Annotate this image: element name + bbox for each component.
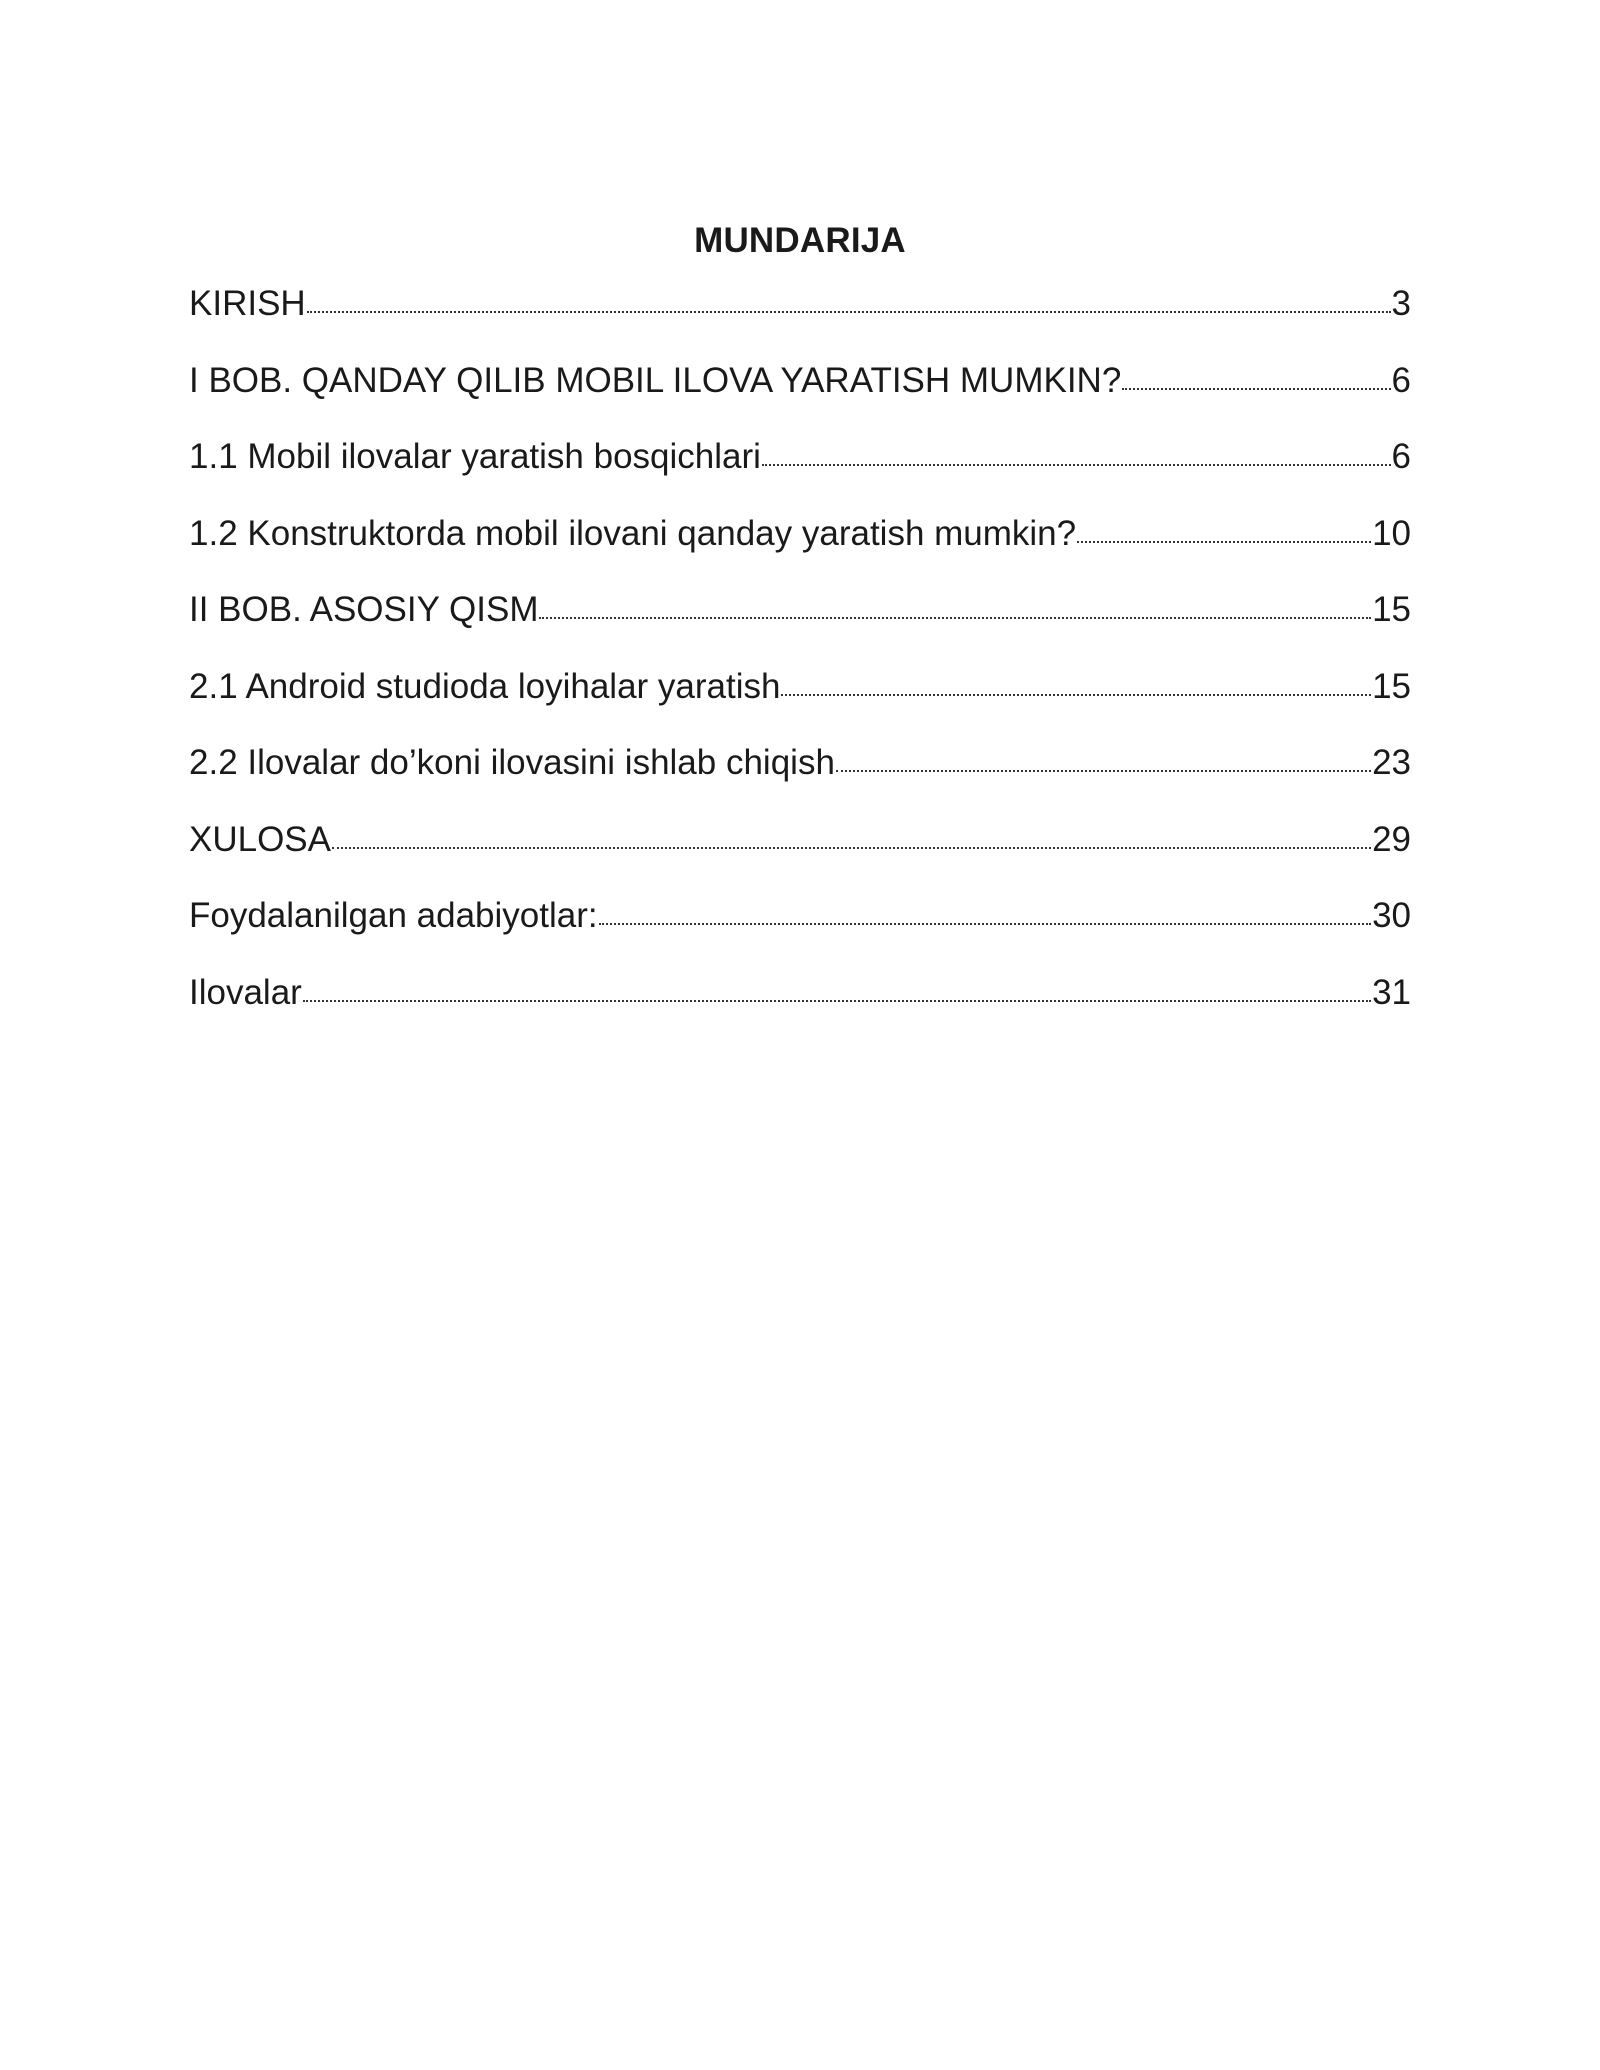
toc-page-number: 31 xyxy=(1372,972,1411,1012)
toc-entry-appendices xyxy=(189,967,1411,1044)
toc-entry-label: 1.1 Mobil ilovalar yaratish bosqichlari xyxy=(189,437,761,476)
dot-leader xyxy=(599,923,1371,925)
dot-leader xyxy=(303,1000,1371,1002)
toc-page-number: 6 xyxy=(1391,437,1411,476)
dot-leader xyxy=(1122,388,1390,390)
toc-entry-label: Ilovalar xyxy=(189,972,302,1012)
toc-entry-label: 1.2 Konstruktorda mobil ilovani qanday yaratish mumkin? xyxy=(189,513,1077,553)
toc-entry-chapter-1 xyxy=(189,355,1411,432)
toc-entry-section-2-2 xyxy=(189,737,1411,814)
toc-page-number: 6 xyxy=(1391,360,1411,400)
dot-leader xyxy=(762,464,1391,466)
toc-page-number: 23 xyxy=(1372,743,1411,782)
toc-entry-section-1-1 xyxy=(189,431,1411,508)
toc-entry-label: 2.2 Ilovalar do’koni ilovasini ishlab chiqish xyxy=(189,743,835,782)
toc-entry-section-1-2 xyxy=(189,508,1411,585)
toc-entry-label: I BOB. QANDAY QILIB MOBIL ILOVA YARATISH MUMKIN? xyxy=(189,360,1122,400)
dot-leader xyxy=(1077,541,1371,543)
toc-entry-xulosa xyxy=(189,814,1411,891)
toc-entry-kirish xyxy=(189,278,1411,355)
toc-page-number: 10 xyxy=(1372,513,1411,553)
dot-leader xyxy=(307,311,1391,313)
table-of-contents xyxy=(189,278,1411,1043)
toc-entry-label: KIRISH xyxy=(189,284,306,323)
dot-leader xyxy=(539,617,1371,619)
toc-page-number: 15 xyxy=(1372,590,1411,629)
toc-entry-chapter-2 xyxy=(189,584,1411,661)
dot-leader xyxy=(836,770,1371,772)
toc-entry-label: XULOSA xyxy=(189,819,331,859)
toc-page-number: 30 xyxy=(1372,896,1411,935)
page-title: MUNDARIJA xyxy=(694,221,906,260)
toc-entry-label: II BOB. ASOSIY QISM xyxy=(189,590,539,629)
toc-page-number: 15 xyxy=(1372,666,1411,706)
toc-page-number: 29 xyxy=(1372,819,1411,859)
toc-entry-section-2-1 xyxy=(189,661,1411,738)
toc-entry-references xyxy=(189,890,1411,967)
toc-entry-label: 2.1 Android studioda loyihalar yaratish xyxy=(189,666,781,706)
dot-leader xyxy=(332,847,1371,849)
dot-leader xyxy=(781,694,1371,696)
toc-page-number: 3 xyxy=(1391,284,1411,323)
toc-entry-label: Foydalanilgan adabiyotlar: xyxy=(189,896,598,935)
